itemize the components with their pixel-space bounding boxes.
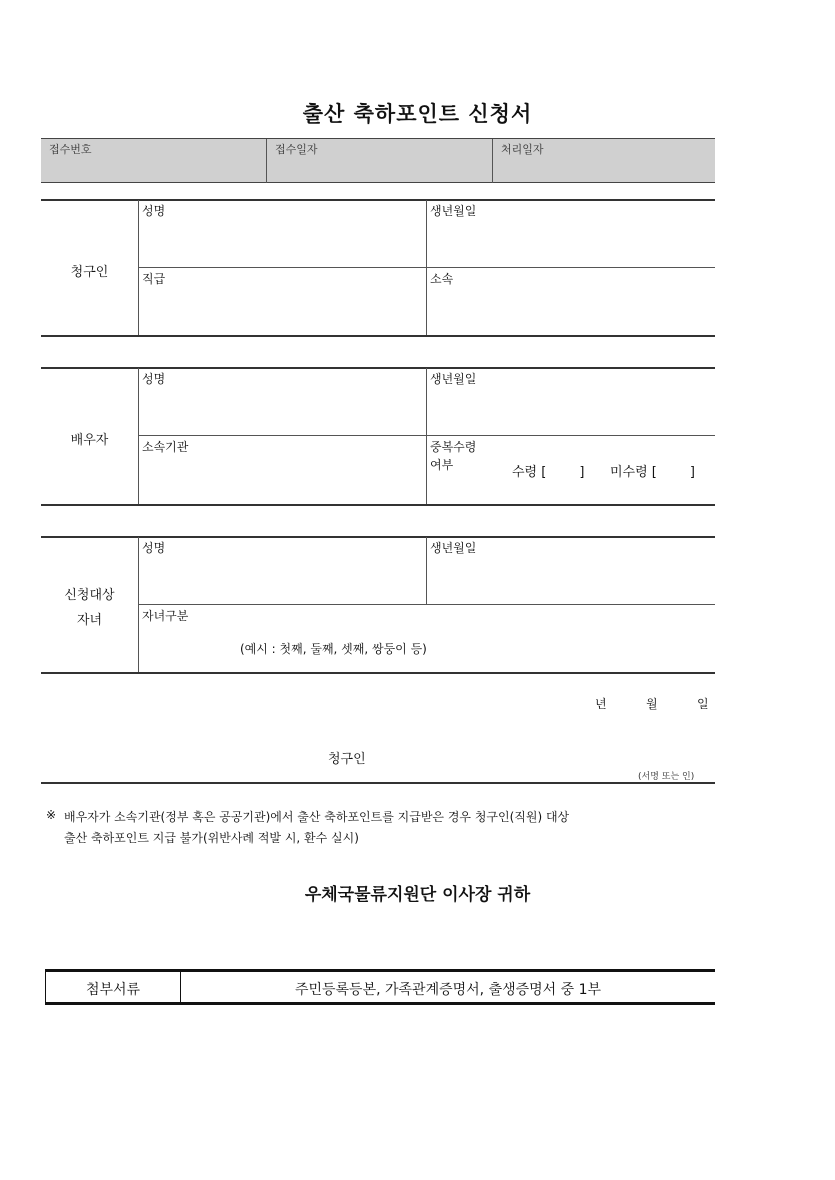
divider [41,504,715,506]
spouse-org-label: 소속기관 [142,440,189,454]
applicant-birth-field[interactable] [428,220,714,266]
divider [492,139,493,183]
date-year-label: 년 [595,697,607,711]
divider [426,537,427,604]
child-birth-label: 생년월일 [430,541,477,555]
spouse-section-label: 배우자 [70,433,109,448]
child-birth-field[interactable] [428,557,714,603]
child-name-label: 성명 [142,541,166,555]
spouse-org-field[interactable] [140,456,424,502]
applicant-dept-label: 소속 [430,272,454,286]
dup-receipt-label-2: 여부 [430,458,454,472]
divider [426,200,427,335]
applicant-dept-field[interactable] [428,288,714,334]
receipt-no-label: 접수번호 [49,143,92,156]
spouse-birth-field[interactable] [428,388,714,434]
spouse-birth-label: 생년월일 [430,372,477,386]
applicant-rank-label: 직급 [142,272,166,286]
received-checkbox[interactable]: 수령 [ ] [512,465,585,480]
process-date-label: 처리일자 [501,143,544,156]
divider [41,782,715,784]
applicant-rank-field[interactable] [140,288,424,334]
applicant-name-label: 성명 [142,204,166,218]
divider [138,604,715,605]
divider [41,367,715,369]
divider [41,536,715,538]
divider [138,200,139,335]
applicant-section-label: 청구인 [70,265,109,280]
divider [41,672,715,674]
date-day-label: 일 [697,697,709,711]
spouse-name-field[interactable] [140,388,424,434]
child-kind-example: (예시 : 첫째, 둘째, 셋째, 쌍둥이 등) [240,642,427,656]
divider [138,537,139,672]
divider [41,199,715,201]
attachments-label: 첨부서류 [85,982,141,998]
dup-receipt-label-1: 중복수령 [430,440,477,454]
receipt-date-label: 접수일자 [275,143,318,156]
not-received-checkbox[interactable]: 미수령 [ ] [610,465,696,480]
divider [266,139,267,183]
recipient: 우체국물류지원단 이사장 귀하 [304,885,531,905]
divider [426,368,427,504]
date-month-label: 월 [646,697,658,711]
receipt-band [41,138,715,183]
child-name-field[interactable] [140,557,424,603]
divider [41,335,715,337]
spouse-name-label: 성명 [142,372,166,386]
divider [138,368,139,504]
sign-hint: (서명 또는 인) [638,772,695,782]
child-section-label-1: 신청대상 [64,588,115,603]
applicant-birth-label: 생년월일 [430,204,477,218]
applicant-name-field[interactable] [140,220,424,266]
form-title: 출산 축하포인트 신청서 [302,102,533,126]
attachments-row [45,969,715,1005]
notice-line-1: 배우자가 소속기관(정부 혹은 공공기관)에서 출산 축하포인트를 지급받은 경우 청구인(직원) 대상 [64,810,570,824]
child-section-label-2: 자녀 [76,613,103,628]
attachments-value: 주민등록등본, 가족관계증명서, 출생증명서 중 1부 [294,982,602,998]
notice-mark: ※ [46,808,57,822]
notice-line-2: 출산 축하포인트 지급 불가(위반사례 적발 시, 환수 실시) [64,831,359,845]
child-kind-label: 자녀구분 [142,609,189,623]
signer-label: 청구인 [328,752,366,767]
